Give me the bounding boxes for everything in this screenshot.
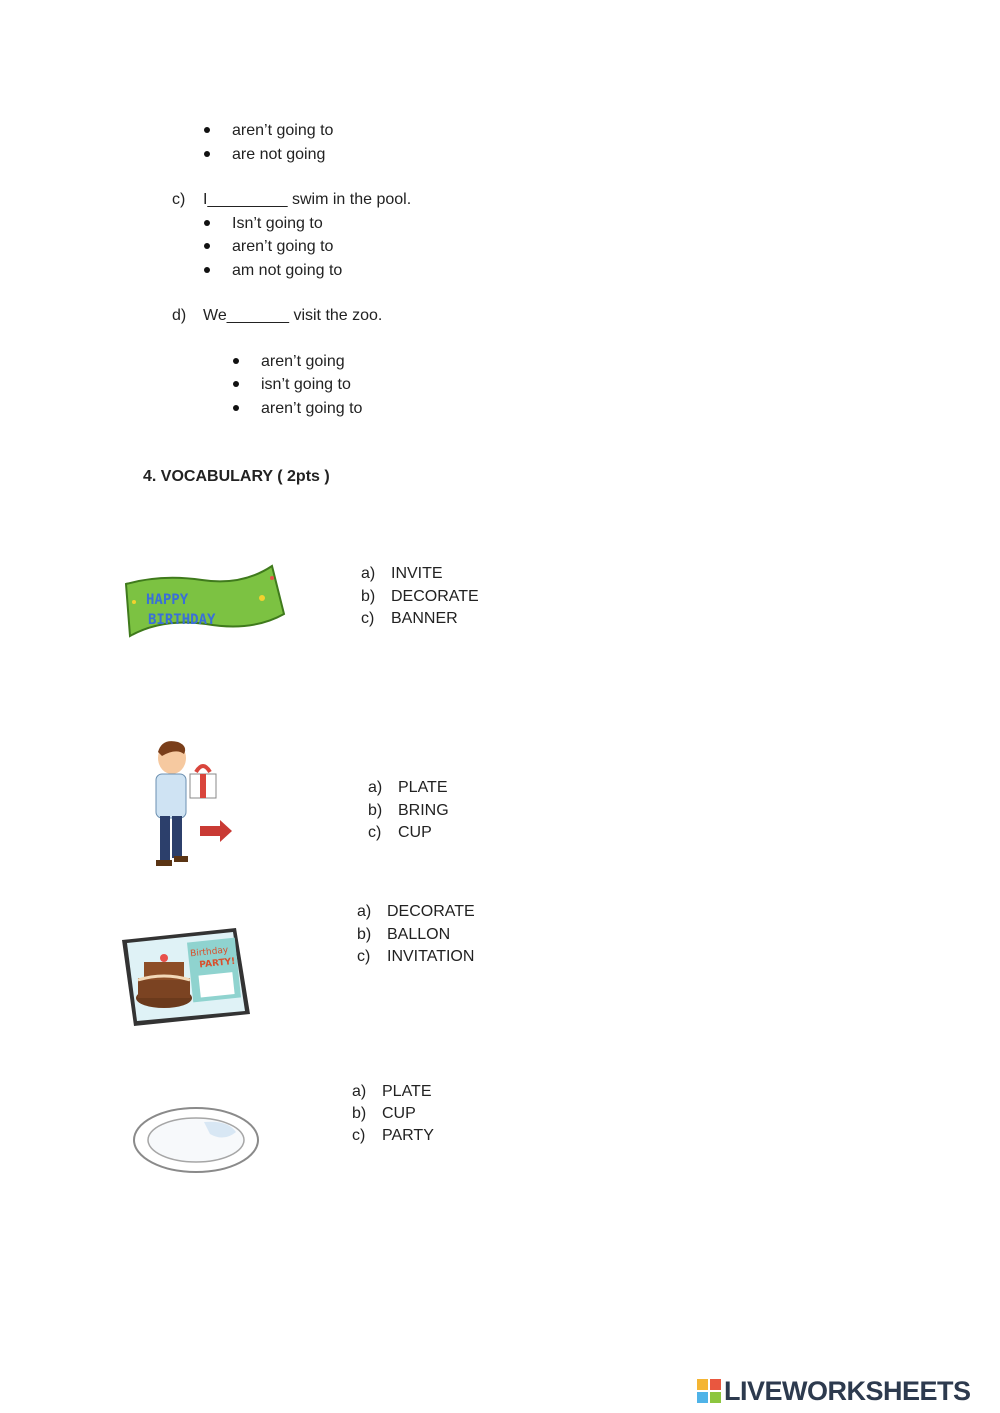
option-word: DECORATE bbox=[391, 588, 479, 605]
option-word: BANNER bbox=[391, 610, 458, 627]
option-text: aren’t going to bbox=[232, 122, 334, 139]
option-text: Isn’t going to bbox=[232, 215, 323, 232]
logo-grid-icon bbox=[697, 1379, 721, 1403]
vocab-option bbox=[357, 925, 450, 945]
vocab-option bbox=[368, 778, 448, 798]
bullet bbox=[204, 151, 210, 157]
bullet bbox=[233, 381, 239, 387]
question-text: I_________ swim in the pool. bbox=[203, 191, 412, 208]
option-word: PLATE bbox=[398, 779, 448, 796]
question-letter: c) bbox=[172, 191, 186, 208]
option-word: PARTY bbox=[382, 1127, 434, 1144]
option-word: BRING bbox=[398, 802, 449, 819]
option-letter: c) bbox=[368, 824, 382, 841]
bullet bbox=[233, 405, 239, 411]
option-text: isn’t going to bbox=[261, 376, 351, 393]
vocab-option bbox=[352, 1104, 416, 1124]
option-word: BALLON bbox=[387, 926, 451, 943]
option-letter: a) bbox=[357, 903, 372, 920]
bullet bbox=[233, 358, 239, 364]
option-letter: a) bbox=[368, 779, 383, 796]
option-text: aren’t going bbox=[261, 353, 345, 370]
banner-line2: BIRTHDAY bbox=[148, 612, 216, 628]
bullet bbox=[204, 243, 210, 249]
vocab-option bbox=[352, 1082, 432, 1102]
option-letter: b) bbox=[357, 926, 372, 943]
bullet bbox=[204, 267, 210, 273]
card-line1: Birthday bbox=[189, 945, 229, 960]
banner-image bbox=[122, 562, 286, 640]
question-text: We_______ visit the zoo. bbox=[203, 307, 383, 324]
option-letter: c) bbox=[352, 1127, 366, 1144]
option-word: CUP bbox=[382, 1105, 416, 1122]
vocab-option bbox=[368, 823, 432, 843]
option-word: PLATE bbox=[382, 1083, 432, 1100]
bullet bbox=[204, 127, 210, 133]
section-heading: 4. VOCABULARY ( 2pts ) bbox=[143, 468, 330, 485]
card-line2: PARTY! bbox=[198, 956, 236, 971]
option-letter: b) bbox=[368, 802, 383, 819]
boy-with-gift-image bbox=[148, 738, 238, 872]
invitation-card-image bbox=[120, 926, 252, 1028]
vocab-option bbox=[361, 564, 443, 584]
option-letter: b) bbox=[352, 1105, 367, 1122]
vocab-option bbox=[368, 801, 449, 821]
liveworksheets-logo[interactable] bbox=[697, 1374, 971, 1408]
option-letter: c) bbox=[357, 948, 371, 965]
vocab-option bbox=[357, 902, 475, 922]
vocab-option bbox=[357, 947, 474, 967]
vocab-option bbox=[361, 609, 458, 629]
option-letter: a) bbox=[352, 1083, 367, 1100]
option-text: aren’t going to bbox=[232, 238, 334, 255]
option-letter: b) bbox=[361, 588, 376, 605]
option-word: CUP bbox=[398, 824, 432, 841]
banner-line1: HAPPY bbox=[146, 592, 189, 608]
plate-image bbox=[132, 1106, 262, 1176]
bullet bbox=[204, 220, 210, 226]
option-text: are not going bbox=[232, 146, 326, 163]
option-letter: a) bbox=[361, 565, 376, 582]
brand-name: LIVEWORKSHEETS bbox=[724, 1375, 971, 1406]
question-letter: d) bbox=[172, 307, 187, 324]
vocab-option bbox=[361, 587, 479, 607]
option-word: INVITE bbox=[391, 565, 443, 582]
vocab-option bbox=[352, 1126, 434, 1146]
option-word: DECORATE bbox=[387, 903, 475, 920]
option-word: INVITATION bbox=[387, 948, 475, 965]
option-text: aren’t going to bbox=[261, 400, 363, 417]
option-text: am not going to bbox=[232, 262, 343, 279]
option-letter: c) bbox=[361, 610, 375, 627]
